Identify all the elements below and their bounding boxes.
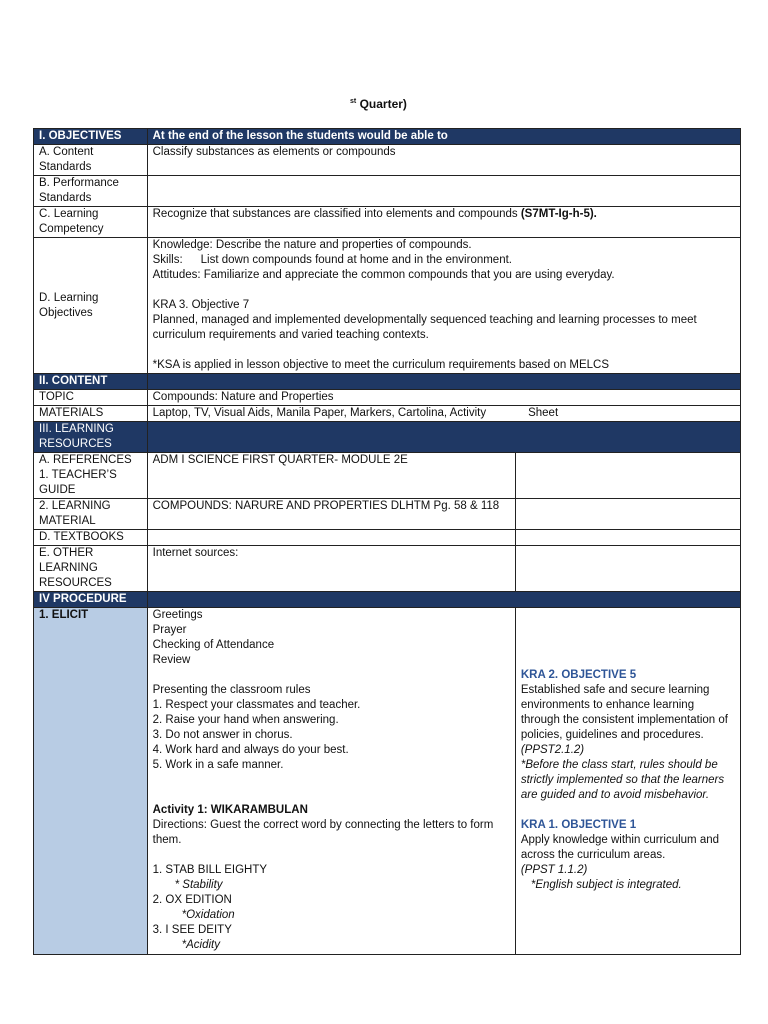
activity-directions: Directions: Guest the correct word by connecting the letters to form them. [152, 819, 494, 846]
topic-label: TOPIC [34, 390, 148, 406]
performance-standards-value [147, 176, 740, 207]
learning-material-row [34, 499, 741, 530]
page-title: $^{st}$ Quarter) [350, 97, 407, 111]
rule-item: 5. Work in a safe manner. [152, 759, 284, 771]
procedure-header-row [34, 592, 741, 608]
learning-objectives-row [34, 238, 741, 374]
rule-item: 4. Work hard and always do your best. [152, 744, 349, 756]
references-value: ADM I SCIENCE FIRST QUARTER- MODULE 2E [147, 453, 515, 499]
kra1-note: *English subject is integrated. [530, 879, 682, 891]
attitudes-objective: Attitudes: Familiarize and appreciate the common compounds that you are using everyday. [152, 269, 615, 281]
activity-title: Activity 1: WIKARAMBULAN [152, 804, 308, 816]
learning-objectives-label: D. Learning Objectives [34, 238, 148, 374]
rule-item: 2. Raise your hand when answering. [152, 714, 339, 726]
elicit-content: Greetings Prayer Checking of Attendance Review Presenting the classroom rules 1. Respect your classmates and teacher. 2. Raise your hand when answering. 3. Do not answer in chorus. 4. Work hard and always do your best. 5. Work in a safe manner. Activity 1: WIKARAMBULAN Directions: Guest the correct word by connecting the letters to form them. 1. STAB BILL EIGHTY * Stability 2. OX EDITION *Oxidation 3. I SEE DEITY *Acidity [147, 608, 515, 955]
rule-item: 1. Respect your classmates and teacher. [152, 699, 361, 711]
activity-answer: *Acidity [181, 939, 220, 951]
kra2-note: *Before the class start, rules should be strictly implemented so that the learners are guided and to avoid misbehavior. [520, 759, 725, 801]
textbooks-label: D. TEXTBOOKS [34, 530, 148, 546]
topic-value: Compounds: Nature and Properties [147, 390, 740, 406]
content-standards-row [34, 145, 741, 176]
learning-competency-value: Recognize that substances are classified into elements and compounds (S7MT-Ig-h-5). [147, 207, 740, 238]
objectives-header-row [34, 129, 741, 145]
content-header-row [34, 374, 741, 390]
ksa-note: *KSA is applied in lesson objective to meet the curriculum requirements based on MELCS [152, 359, 610, 371]
rules-intro: Presenting the classroom rules [152, 684, 311, 696]
learning-objectives-value [147, 238, 740, 374]
kra1-text: Apply knowledge within curriculum and across the curriculum areas. [520, 834, 719, 861]
learning-material-label: 2. LEARNING MATERIAL [34, 499, 148, 530]
other-resources-label: E. OTHER LEARNING RESOURCES [34, 546, 148, 592]
materials-row [34, 406, 741, 422]
content-header-label: II. CONTENT [34, 374, 148, 390]
content-standards-value: Classify substances as elements or compounds [147, 145, 740, 176]
kra1-title: KRA 1. OBJECTIVE 1 [520, 819, 637, 831]
topic-row [34, 390, 741, 406]
resources-header-label: III. LEARNING RESOURCES [34, 422, 148, 453]
content-standards-label: A. Content Standards [34, 145, 148, 176]
kra2-code: (PPST2.1.2) [520, 744, 585, 756]
kra2-title: KRA 2. OBJECTIVE 5 [520, 669, 637, 681]
rule-item: 3. Do not answer in chorus. [152, 729, 293, 741]
skills-objective: Skills: List down compounds found at home and in the environment. [152, 254, 512, 266]
activity-item: 1. STAB BILL EIGHTY [152, 864, 268, 876]
learning-competency-label: C. Learning Competency [34, 207, 148, 238]
objectives-header-text: At the end of the lesson the students would be able to [147, 129, 740, 145]
activity-item: 2. OX EDITION [152, 894, 232, 906]
competency-code: (S7MT-Ig-h-5). [520, 208, 597, 220]
lesson-plan-table [33, 128, 741, 955]
elicit-label: 1. ELICIT [34, 608, 148, 955]
kra1-code: (PPST 1.1.2) [520, 864, 588, 876]
elicit-row [34, 608, 741, 955]
activity-answer: * Stability [174, 879, 223, 891]
materials-value: Laptop, TV, Visual Aids, Manila Paper, Markers, Cartolina, Activity Sheet [147, 406, 740, 422]
references-label: A. REFERENCES 1. TEACHER’S GUIDE [34, 453, 148, 499]
other-resources-value: Internet sources: [147, 546, 515, 592]
activity-item: 3. I SEE DEITY [152, 924, 232, 936]
other-resources-row [34, 546, 741, 592]
objectives-header-label: I. OBJECTIVES [34, 129, 148, 145]
learning-competency-row [34, 207, 741, 238]
elicit-notes [515, 608, 740, 955]
materials-label: MATERIALS [34, 406, 148, 422]
activity-answer: *Oxidation [181, 909, 235, 921]
kra3-title: KRA 3. Objective 7 [152, 299, 250, 311]
learning-material-value: COMPOUNDS: NARURE AND PROPERTIES DLHTM Pg. 58 & 118 [147, 499, 515, 530]
resources-header-row [34, 422, 741, 453]
knowledge-objective: Knowledge: Describe the nature and properties of compounds. [152, 239, 472, 251]
kra2-text: Established safe and secure learning environments to enhance learning through the consistent implementation of policies, guidelines and procedures. [520, 684, 728, 741]
textbooks-row [34, 530, 741, 546]
procedure-header-label: IV PROCEDURE [34, 592, 148, 608]
performance-standards-label: B. Performance Standards [34, 176, 148, 207]
references-row [34, 453, 741, 499]
performance-standards-row [34, 176, 741, 207]
kra3-text: Planned, managed and implemented developmentally sequenced teaching and learning processes to meet curriculum requirements and varied teaching contexts. [152, 314, 697, 341]
